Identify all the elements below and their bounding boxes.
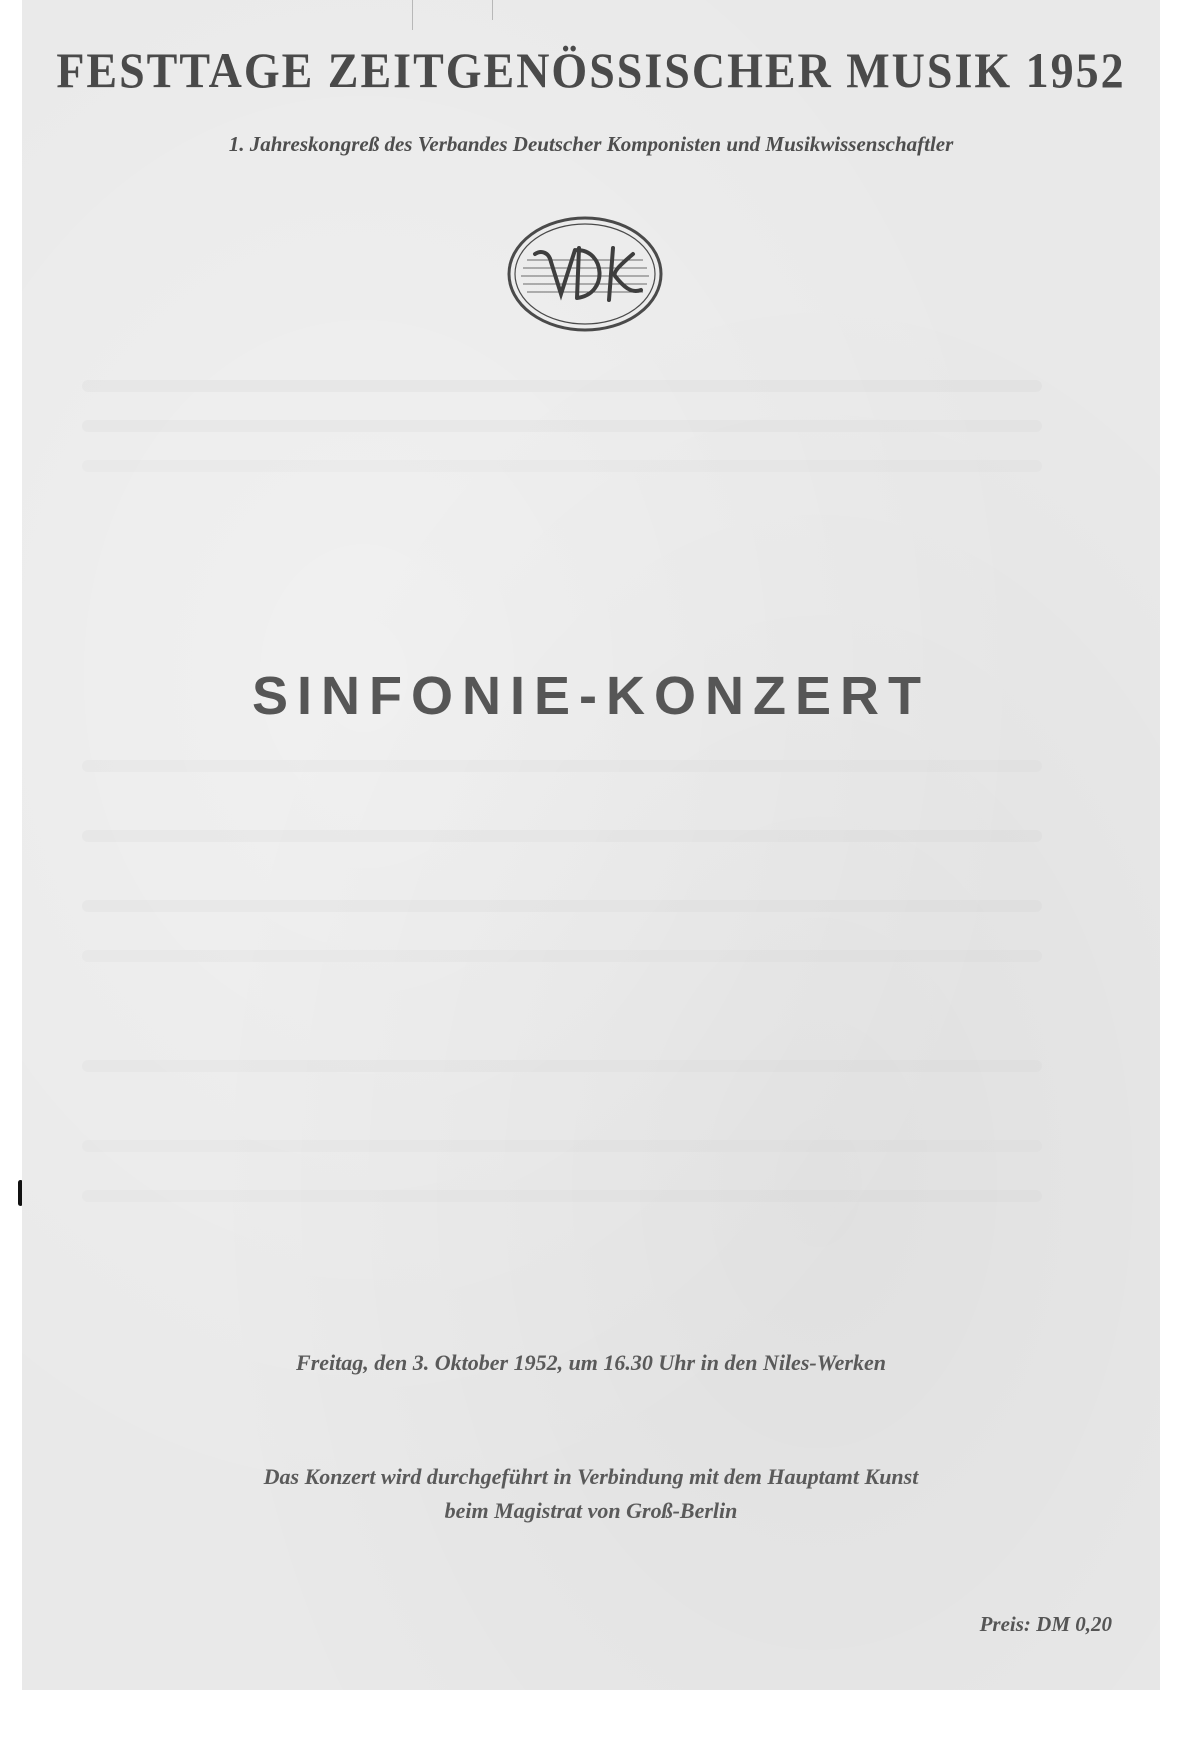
- show-through-text: [82, 1060, 1042, 1072]
- show-through-text: [82, 900, 1042, 912]
- vdk-monogram-icon: [505, 214, 665, 334]
- organizer-note-line: beim Magistrat von Groß-Berlin: [444, 1498, 738, 1523]
- show-through-text: [82, 380, 1042, 392]
- show-through-text: [82, 460, 1042, 472]
- show-through-text: [82, 830, 1042, 842]
- event-date-line: Freitag, den 3. Oktober 1952, um 16.30 Uhr in den Niles-Werken: [296, 1350, 886, 1375]
- show-through-text: [82, 1140, 1042, 1152]
- price-label: Preis: DM 0,20: [979, 1612, 1112, 1636]
- concert-title: SINFONIE-KONZERT: [252, 666, 930, 726]
- organizer-note-line: Das Konzert wird durchgeführt in Verbindung mit dem Hauptamt Kunst: [263, 1464, 919, 1489]
- show-through-text: [82, 1190, 1042, 1202]
- organizer-note: [22, 1460, 1160, 1528]
- show-through-text: [82, 760, 1042, 772]
- fold-crease: [492, 0, 493, 20]
- program-cover: [22, 0, 1160, 1690]
- show-through-text: [82, 950, 1042, 962]
- congress-subtitle: 1. Jahreskongreß des Verbandes Deutscher Komponisten und Musikwissenschaftler: [228, 132, 954, 156]
- festival-title: FESTTAGE ZEITGENÖSSISCHER MUSIK 1952: [56, 42, 1126, 99]
- fold-crease: [412, 0, 413, 30]
- show-through-text: [82, 420, 1042, 432]
